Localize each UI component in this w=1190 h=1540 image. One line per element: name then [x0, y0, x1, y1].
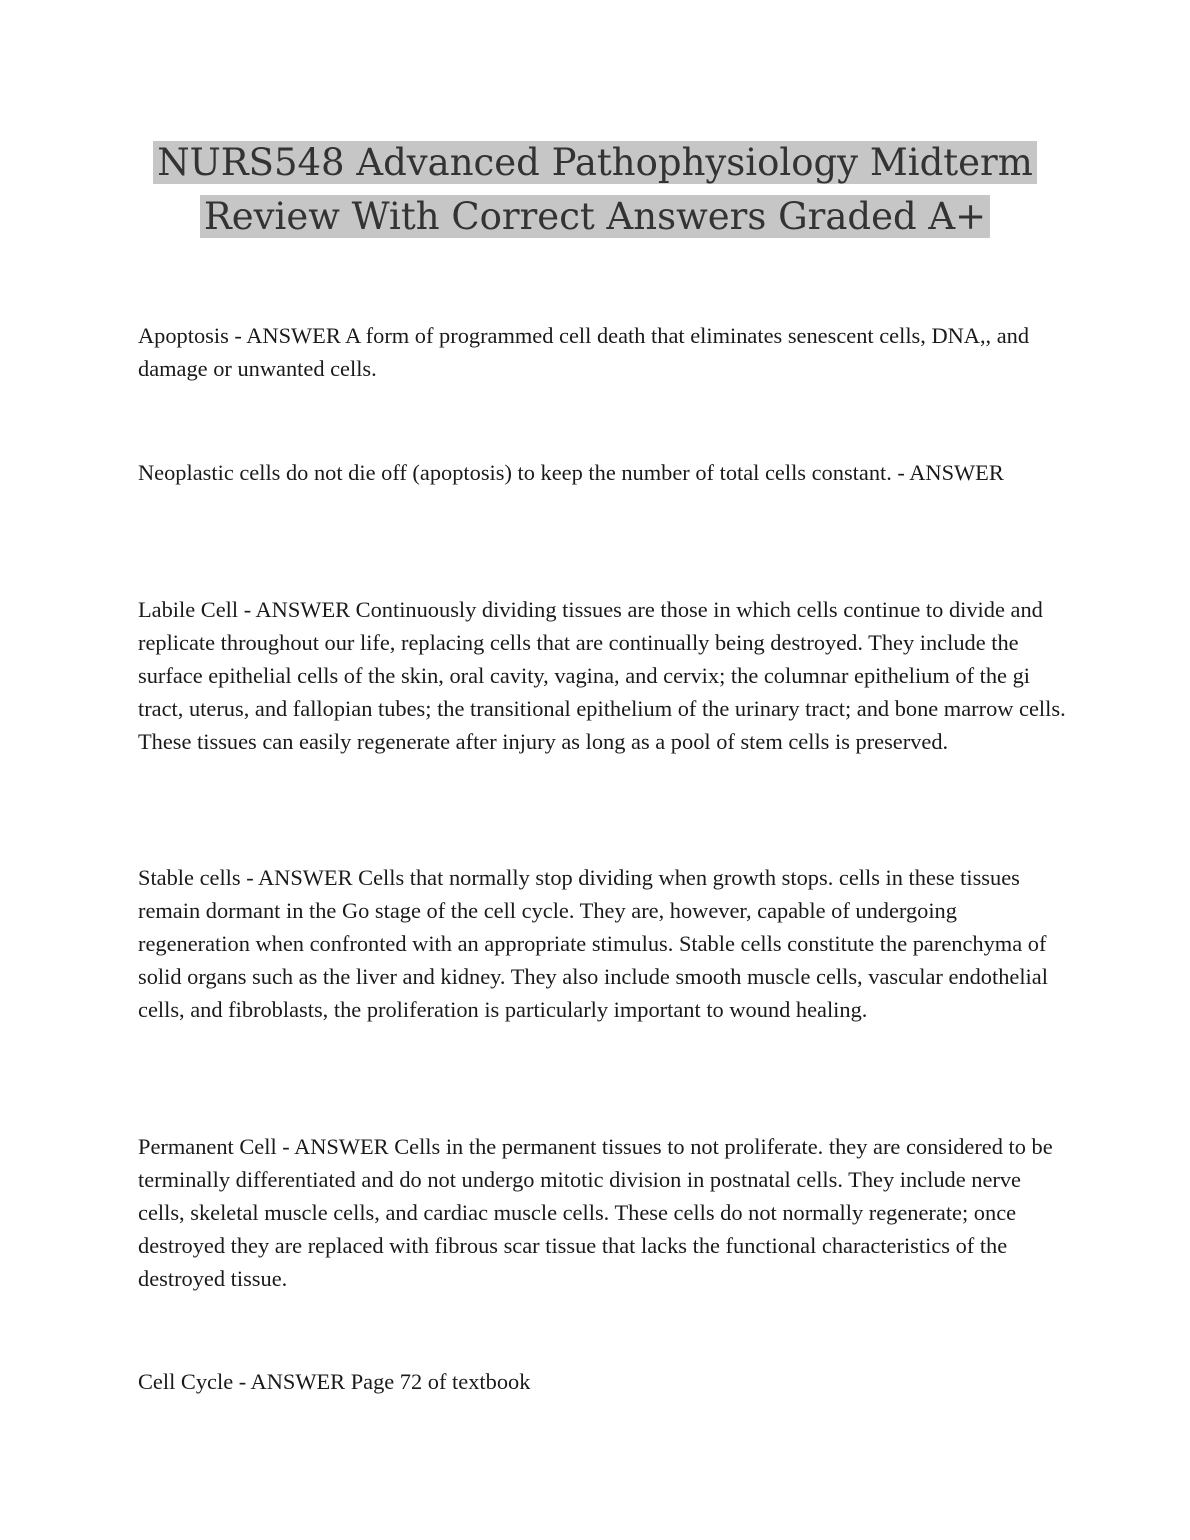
title-line-1: NURS548 Advanced Pathophysiology Midterm — [153, 141, 1037, 184]
entry-neoplastic-cells: Neoplastic cells do not die off (apoptosis) to keep the number of total cells constant. - ANSWER — [138, 460, 1004, 485]
title-line-2: Review With Correct Answers Graded A+ — [200, 195, 990, 238]
entry-stable-cells: Stable cells - ANSWER Cells that normally stop dividing when growth stops. cells in these tissues remain dormant in the Go stage of the cell cycle. They are, however, capable of undergoing regeneration when confronted with an appropriate stimulus. Stable cells constitute the parenchyma of solid organs such as the liver and kidney. They also include smooth muscle cells, vascular endothelial cells, and fibroblasts, the proliferation is particularly important to wound healing. — [138, 865, 1048, 1022]
entry-apoptosis: Apoptosis - ANSWER A form of programmed cell death that eliminates senescent cells, DNA,, and damage or unwanted cells. — [138, 323, 1030, 381]
entry-cell-cycle: Cell Cycle - ANSWER Page 72 of textbook — [138, 1369, 531, 1394]
page-title — [0, 136, 1190, 244]
entry-permanent-cell: Permanent Cell - ANSWER Cells in the permanent tissues to not proliferate. they are considered to be terminally differentiated and do not undergo mitotic division in postnatal cells. They include nerve cells, skeletal muscle cells, and cardiac muscle cells. These cells do not normally regenerate; once destroyed they are replaced with fibrous scar tissue that lacks the functional characteristics of the destroyed tissue. — [138, 1134, 1053, 1291]
entry-labile-cell: Labile Cell - ANSWER Continuously dividing tissues are those in which cells continue to divide and replicate throughout our life, replacing cells that are continually being destroyed. They include the surface epithelial cells of the skin, oral cavity, vagina, and cervix; the columnar epithelium of the gi tract, uterus, and fallopian tubes; the transitional epithelium of the urinary tract; and bone marrow cells. These tissues can easily regenerate after injury as long as a pool of stem cells is preserved. — [138, 597, 1066, 754]
